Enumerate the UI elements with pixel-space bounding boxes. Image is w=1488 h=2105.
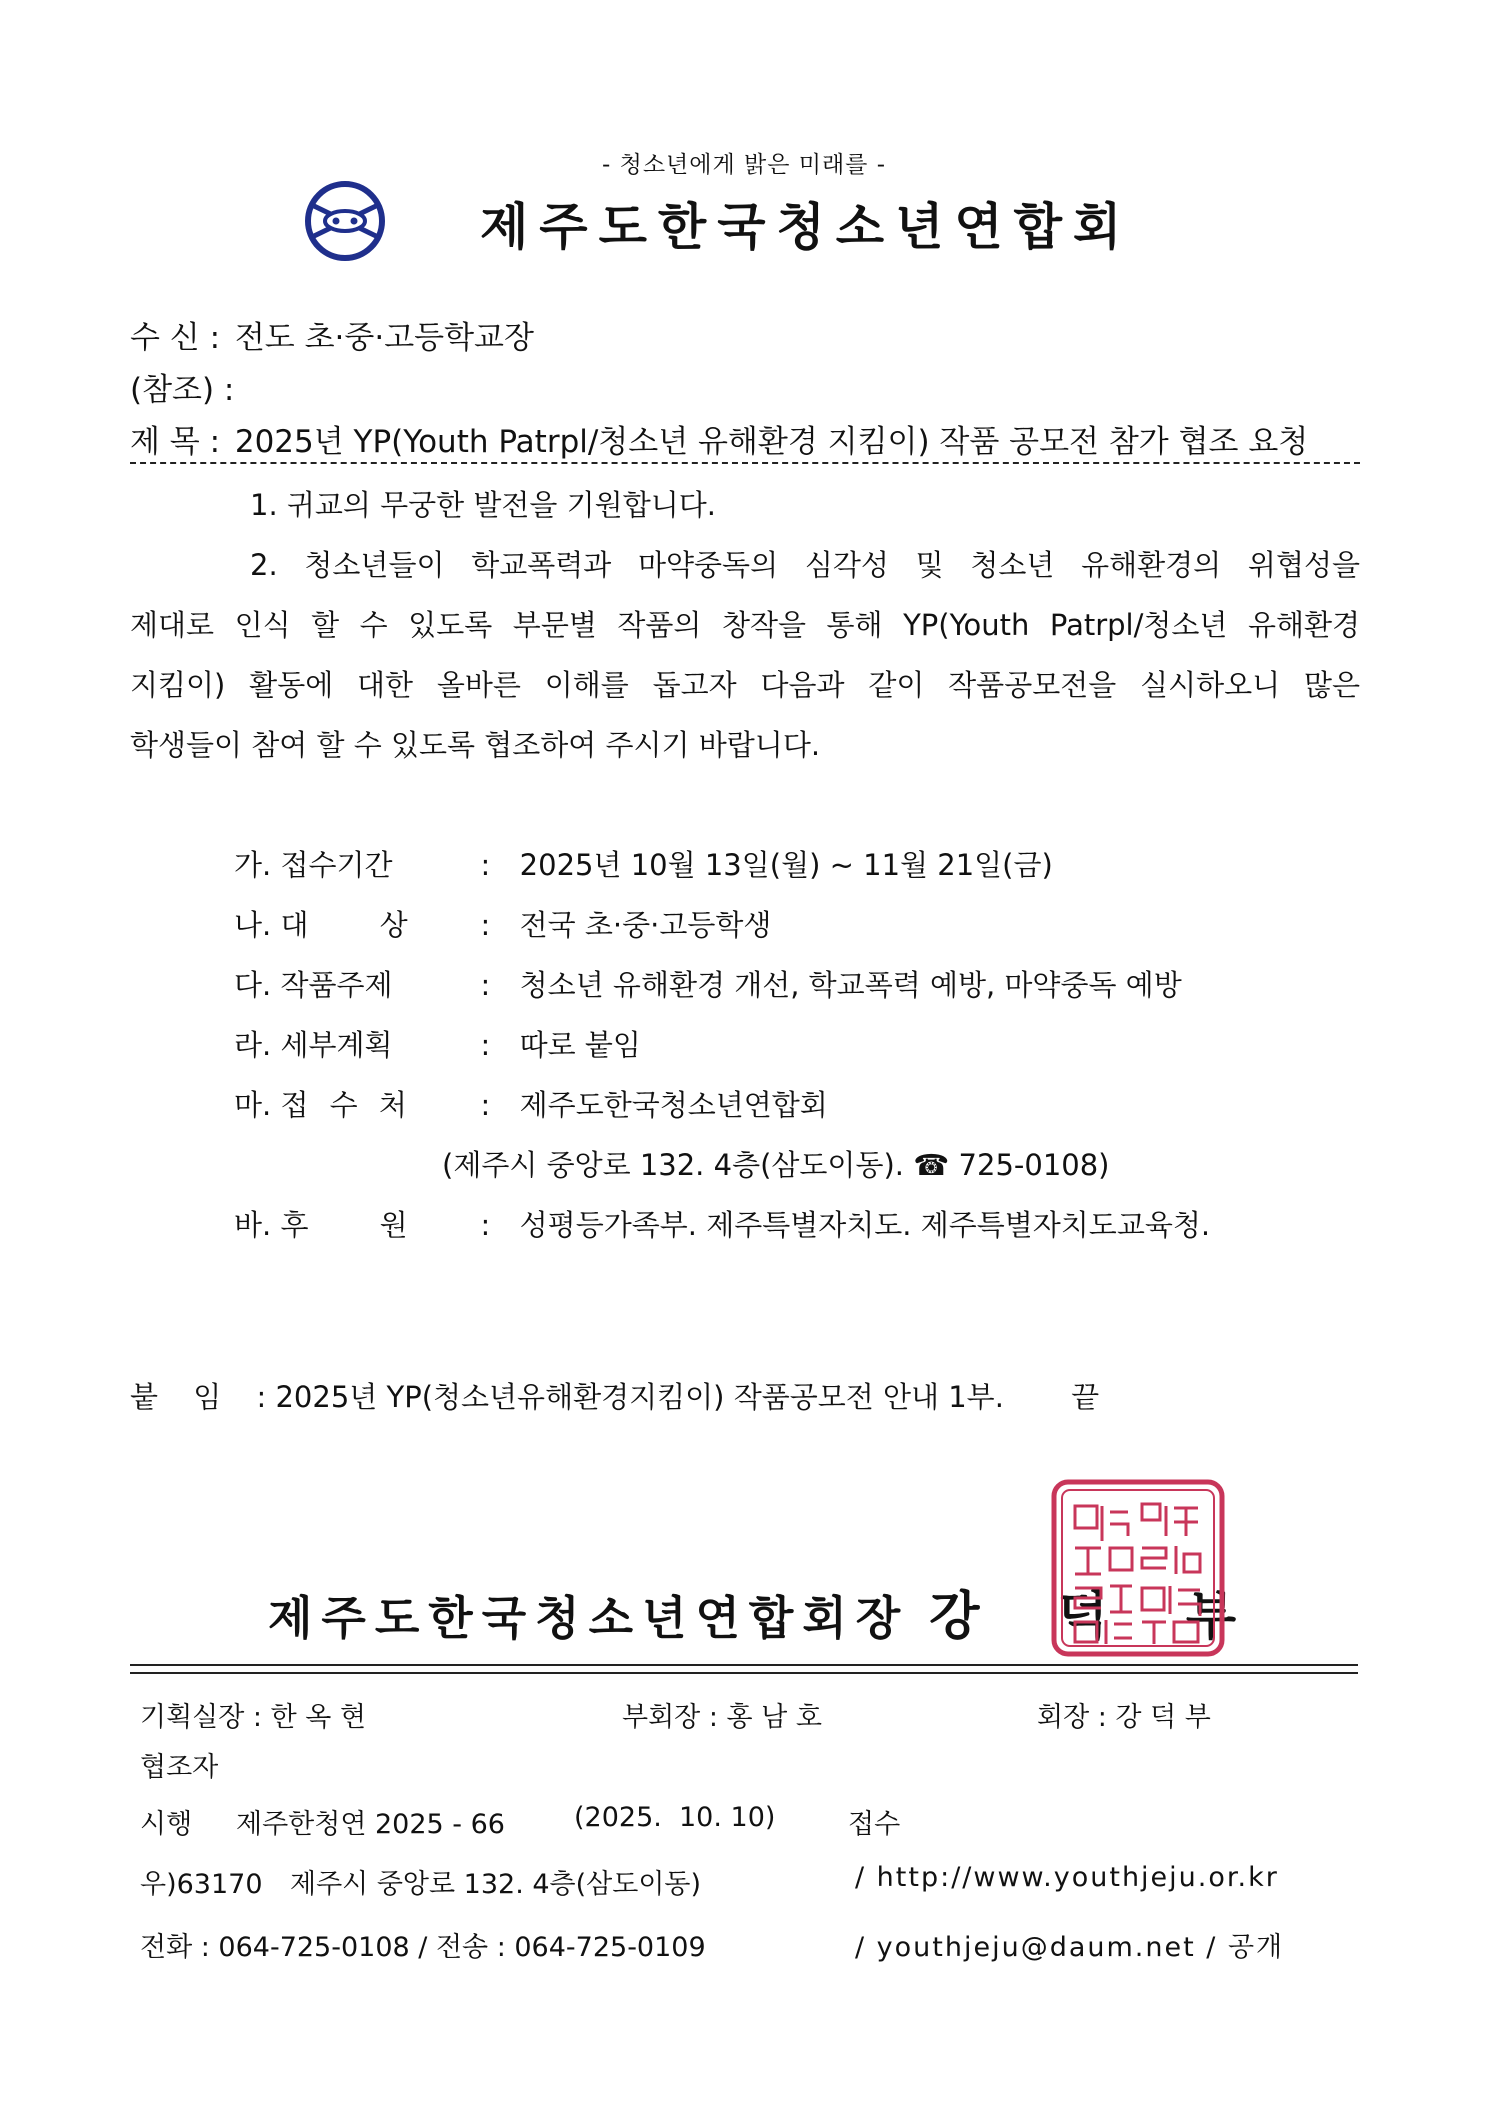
- attachment-label: 붙 임 :: [130, 1380, 267, 1414]
- footer-enforcement-label: 시행: [140, 1809, 193, 1840]
- item-marker: 나.: [234, 908, 272, 942]
- attachment-end-mark: 끝: [1071, 1380, 1100, 1414]
- item-marker: 가.: [234, 848, 272, 882]
- signature-name: 강 덕 부: [929, 1587, 1267, 1647]
- item-detail-plan: 라. 세부계획 : 따로 붙임: [234, 1023, 641, 1064]
- item-label: 세부계획: [280, 1028, 393, 1062]
- official-seal-icon: [1050, 1478, 1226, 1658]
- footer-website-link[interactable]: / http://www.youthjeju.or.kr: [855, 1862, 1279, 1893]
- paragraph-2-line-3: 지킴이) 활동에 대한 올바른 이해를 돕고자 다음과 같이 작품공모전을 실시하오니 많은: [130, 668, 1360, 702]
- subject-divider: [130, 462, 1360, 464]
- item-marker: 다.: [234, 968, 272, 1002]
- recipient-label: 수 신 :: [130, 320, 221, 356]
- item-label: 대 상: [280, 908, 408, 942]
- item-reception-office: 마. 접 수 처 : 제주도한국청소년연합회: [234, 1083, 828, 1124]
- item-marker: 라.: [234, 1028, 272, 1062]
- item-value: 따로 붙임: [519, 1028, 641, 1062]
- paragraph-2-line-4: 학생들이 참여 할 수 있도록 협조하여 주시기 바랍니다.: [130, 728, 821, 762]
- footer-contact: 전화 : 064-725-0108 / 전송 : 064-725-0109: [140, 1932, 706, 1963]
- subject-value: 2025년 YP(Youth Patrpl/청소년 유해환경 지킴이) 작품 공모전 참가 협조 요청: [234, 424, 1309, 460]
- recipient-line: [130, 312, 534, 357]
- footer-doc-number: 제주한청연 2025 - 66: [236, 1809, 505, 1840]
- reception-address: (제주시 중앙로 132. 4층(삼도이동). ☎ 725-0108): [442, 1148, 1110, 1182]
- item-marker: 마.: [234, 1088, 272, 1122]
- item-value: 전국 초·중·고등학생: [519, 908, 772, 942]
- item-label: 접수기간: [280, 848, 393, 882]
- subject-label: 제 목 :: [130, 424, 221, 460]
- attachment-text: 2025년 YP(청소년유해환경지킴이) 작품공모전 안내 1부.: [275, 1380, 1004, 1414]
- signature-title: 제주도한국청소년연합회장: [268, 1591, 910, 1645]
- item-theme: 다. 작품주제 : 청소년 유해환경 개선, 학교폭력 예방, 마약중독 예방: [234, 963, 1182, 1004]
- footer-planning-chief: 기획실장 : 한 옥 현: [140, 1702, 367, 1733]
- item-value: 제주도한국청소년연합회: [519, 1088, 828, 1122]
- reference-line: [130, 364, 235, 409]
- item-value: 2025년 10월 13일(월) ~ 11월 21일(금): [519, 848, 1053, 882]
- footer-vice-president: 부회장 : 홍 남 호: [622, 1702, 822, 1733]
- item-value: 성평등가족부. 제주특별자치도. 제주특별자치도교육청.: [519, 1208, 1211, 1242]
- subject-line: [130, 416, 1308, 461]
- footer-president: 회장 : 강 덕 부: [1037, 1702, 1211, 1733]
- item-target: 나. 대 상 : 전국 초·중·고등학생: [234, 903, 771, 944]
- reference-label: (참조) :: [130, 372, 235, 408]
- footer-postal-address: 제주시 중앙로 132. 4층(삼도이동): [290, 1869, 702, 1900]
- footer-receipt-label: 접수: [848, 1809, 901, 1840]
- item-label: 접 수 처: [280, 1088, 407, 1122]
- footer-email-link[interactable]: / youthjeju@daum.net / 공개: [855, 1932, 1285, 1963]
- item-sponsor: 바. 후 원 : 성평등가족부. 제주특별자치도. 제주특별자치도교육청.: [234, 1203, 1210, 1244]
- item-value: 청소년 유해환경 개선, 학교폭력 예방, 마약중독 예방: [519, 968, 1182, 1002]
- footer-cooperator: 협조자: [140, 1752, 219, 1783]
- item-reception-period: 가. 접수기간 : 2025년 10월 13일(월) ~ 11월 21일(금): [234, 843, 1053, 884]
- paragraph-2-line-2: 제대로 인식 할 수 있도록 부문별 작품의 창작을 통해 YP(Youth Patrpl/청소년 유해환경: [130, 608, 1360, 642]
- footer-doc-date: (2025. 10. 10): [574, 1802, 776, 1833]
- footer-postal-code: 우)63170: [140, 1869, 263, 1900]
- attachment-line: [130, 1375, 1099, 1416]
- item-marker: 바.: [234, 1208, 272, 1242]
- organization-logo-icon: [304, 180, 386, 262]
- footer-divider: [130, 1664, 1358, 1674]
- slogan: - 청소년에게 밝은 미래를 -: [601, 152, 887, 178]
- item-label: 후 원: [280, 1208, 408, 1242]
- paragraph-1: 1. 귀교의 무궁한 발전을 기원합니다.: [250, 488, 716, 522]
- organization-name: 제주도한국청소년연합회: [480, 198, 1133, 256]
- item-label: 작품주제: [280, 968, 393, 1002]
- paragraph-2-line-1: 2. 청소년들이 학교폭력과 마약중독의 심각성 및 청소년 유해환경의 위협성을: [250, 548, 1360, 582]
- recipient-value: 전도 초·중·고등학교장: [234, 320, 534, 356]
